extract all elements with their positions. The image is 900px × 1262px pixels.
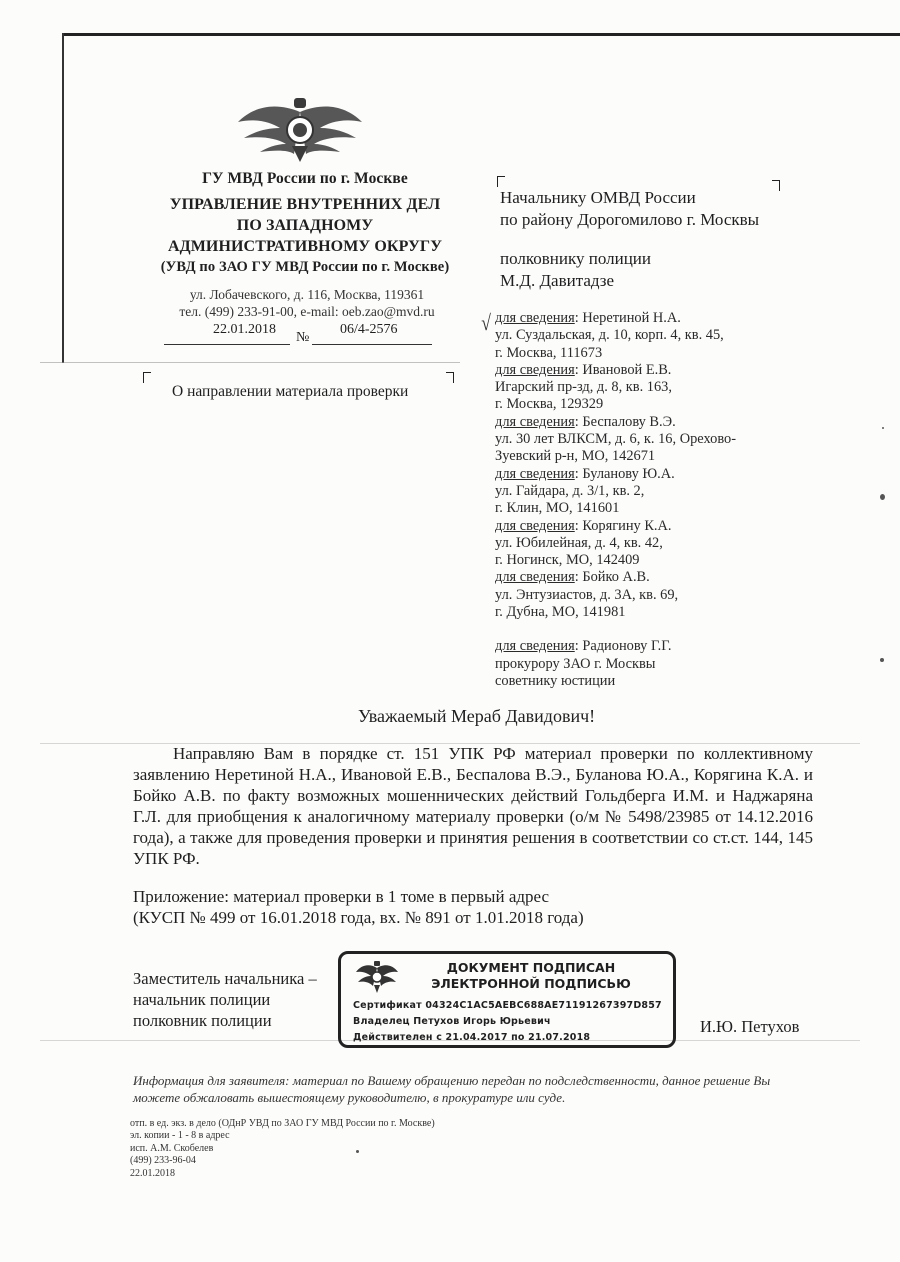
speck (356, 1150, 359, 1153)
speck (880, 494, 885, 500)
distribution-entry (495, 569, 855, 586)
document-number: 06/4-2576 (340, 322, 398, 337)
distribution-address-line: ул. Юбилейная, д. 4, кв. 42, (495, 534, 663, 551)
distribution-address-line: советнику юстиции (495, 672, 616, 689)
footer-line: исп. А.М. Скобелев (130, 1142, 214, 1154)
position-line: Заместитель начальника – (133, 969, 317, 988)
distribution-address-line: Игарский пр-зд, д. 8, кв. 163, (495, 379, 672, 396)
attachment-block (133, 886, 584, 928)
executor-footer (130, 1118, 435, 1180)
distribution-address-line: г. Москва, 129329 (495, 396, 604, 413)
letter-body: Направляю Вам в порядке ст. 151 УПК РФ материал проверки по коллективному заявлению Неретиной Н.А., Ивановой Е.В., Беспалова В.Э., Буланова Ю.А., Корягина К.А. и Бойко А.В. по факту возможных мошеннических действий Гольдберга И.М. и Наджаряна Г.Л. для приобщения к аналогичному материалу проверки (о/м № 5498/23985 от 14.12.2016 года), а также для проведения проверки и принятия решения в соответствии со ст.ст. 144, 145 УПК РФ. (133, 744, 813, 868)
distribution-entry (495, 466, 855, 483)
stamp-certificate: Сертификат 04324C1AC5AEBC688AE71191267397D857 (353, 1000, 662, 1011)
speck (880, 658, 884, 662)
address-line: ул. Лобачевского, д. 116, Москва, 119361 (189, 287, 425, 302)
footer-line: отп. в ед. экз. в дело (ОДнР УВД по ЗАО ГУ МВД России по г. Москве) (130, 1118, 435, 1129)
contact-line: тел. (499) 233-91-00, e-mail: oeb.zao@mvd.ru (179, 304, 435, 319)
scan-artifact-line (40, 362, 460, 363)
distribution-address-line: прокурору ЗАО г. Москвы (495, 655, 656, 672)
footer-line: 22.01.2018 (130, 1167, 175, 1179)
distribution-label: для сведения (495, 361, 575, 378)
sender-address (172, 286, 442, 320)
footer-line: (499) 233-96-04 (130, 1155, 196, 1167)
distribution-addressee: : Беспалову В.Э. (574, 413, 676, 430)
distribution-addressee: : Ивановой Е.В. (574, 361, 672, 378)
recipient-corner-left (497, 176, 505, 187)
distribution-addressee: : Неретиной Н.А. (574, 310, 681, 326)
document-date: 22.01.2018 (213, 322, 276, 337)
subject-corner-left (143, 372, 151, 383)
department-line: ПО ЗАПАДНОМУ (236, 217, 374, 234)
distribution-entry (495, 310, 855, 327)
recipient-corner-right (772, 180, 780, 191)
subject-line: О направлении материала проверки (172, 383, 409, 400)
distribution-address-line: г. Дубна, МО, 141981 (495, 604, 626, 621)
electronic-signature-stamp (338, 951, 676, 1048)
distribution-address-line: ул. Суздальская, д. 10, корп. 4, кв. 45, (495, 327, 724, 344)
stamp-owner: Владелец Петухов Игорь Юрьевич (353, 1016, 551, 1027)
position-line: начальник полиции (133, 990, 271, 1009)
distribution-address-line: ул. 30 лет ВЛКСМ, д. 6, к. 16, Орехово- (495, 431, 737, 448)
number-underline (312, 344, 432, 345)
distribution-entry (495, 414, 855, 431)
mvd-emblem-icon (236, 92, 364, 164)
signatory-name: И.Ю. Петухов (700, 1017, 800, 1036)
number-sign: № (296, 330, 310, 345)
distribution-address-line: ул. Гайдара, д. 3/1, кв. 2, (495, 482, 645, 499)
recipient-title (500, 187, 759, 231)
department-line: УПРАВЛЕНИЕ ВНУТРЕННИХ ДЕЛ (169, 196, 441, 213)
department-line: АДМИНИСТРАТИВНОМУ ОКРУГУ (167, 238, 443, 255)
date-underline (164, 344, 290, 345)
distribution-addressee: : Бойко А.В. (574, 569, 650, 586)
recipient-name: М.Д. Давитадзе (500, 271, 615, 290)
salutation: Уважаемый Мераб Давидович! (358, 706, 596, 726)
department-line: (УВД по ЗАО ГУ МВД России по г. Москве) (160, 259, 450, 275)
recipient-line: по району Дорогомилово г. Москвы (500, 210, 760, 229)
distribution-label: для сведения (495, 569, 575, 586)
agency-name: ГУ МВД России по г. Москве (202, 170, 408, 187)
distribution-address-line: г. Ногинск, МО, 142409 (495, 552, 640, 569)
distribution-list (495, 310, 855, 690)
distribution-addressee: : Радионову Г.Г. (574, 638, 672, 655)
distribution-gap (495, 621, 855, 638)
page-border-left (62, 33, 64, 363)
footer-line: эл. копии - 1 - 8 в адрес (130, 1130, 230, 1142)
recipient-rank: полковнику полиции (500, 249, 651, 268)
stamp-title-line: ДОКУМЕНТ ПОДПИСАН (446, 960, 616, 975)
distribution-address-line: г. Москва, 111673 (495, 344, 603, 361)
recipient-line: Начальнику ОМВД России (500, 188, 696, 207)
signatory-position (133, 968, 317, 1031)
distribution-entry (495, 518, 855, 535)
applicant-info: Информация для заявителя: материал по Вашему обращению передан по подследственности, данное решение Вы можете обжаловать вышестоящему руководителю, в прокуратуре или суде. (133, 1073, 771, 1105)
page-border-top (62, 33, 900, 36)
position-line: полковник полиции (133, 1011, 272, 1030)
distribution-entry (495, 362, 855, 379)
distribution-label: для сведения (495, 413, 575, 430)
department-block (110, 194, 500, 278)
attachment-line: (КУСП № 499 от 16.01.2018 года, вх. № 891 от 1.01.2018 года) (133, 908, 584, 927)
distribution-addressee: : Буланову Ю.А. (574, 465, 675, 482)
distribution-addressee: : Корягину К.А. (574, 517, 672, 534)
distribution-label: для сведения (495, 517, 575, 534)
distribution-address-line: ул. Энтузиастов, д. 3А, кв. 69, (495, 586, 679, 603)
recipient-person (500, 248, 651, 292)
stamp-title (401, 960, 661, 992)
checkmark-icon: √ (481, 310, 491, 335)
speck (882, 427, 884, 429)
distribution-address-line: г. Клин, МО, 141601 (495, 500, 620, 517)
distribution-address-line: Зуевский р-н, МО, 142671 (495, 448, 656, 465)
stamp-emblem-icon (355, 960, 399, 994)
distribution-label: для сведения (495, 638, 575, 655)
distribution-label: для сведения (495, 310, 575, 326)
subject-corner-right (446, 372, 454, 383)
distribution-label: для сведения (495, 465, 575, 482)
distribution-entry (495, 638, 855, 655)
stamp-title-line: ЭЛЕКТРОННОЙ ПОДПИСЬЮ (431, 976, 631, 991)
stamp-validity: Действителен с 21.04.2017 по 21.07.2018 (353, 1032, 591, 1043)
attachment-line: Приложение: материал проверки в 1 томе в первый адрес (133, 887, 550, 906)
